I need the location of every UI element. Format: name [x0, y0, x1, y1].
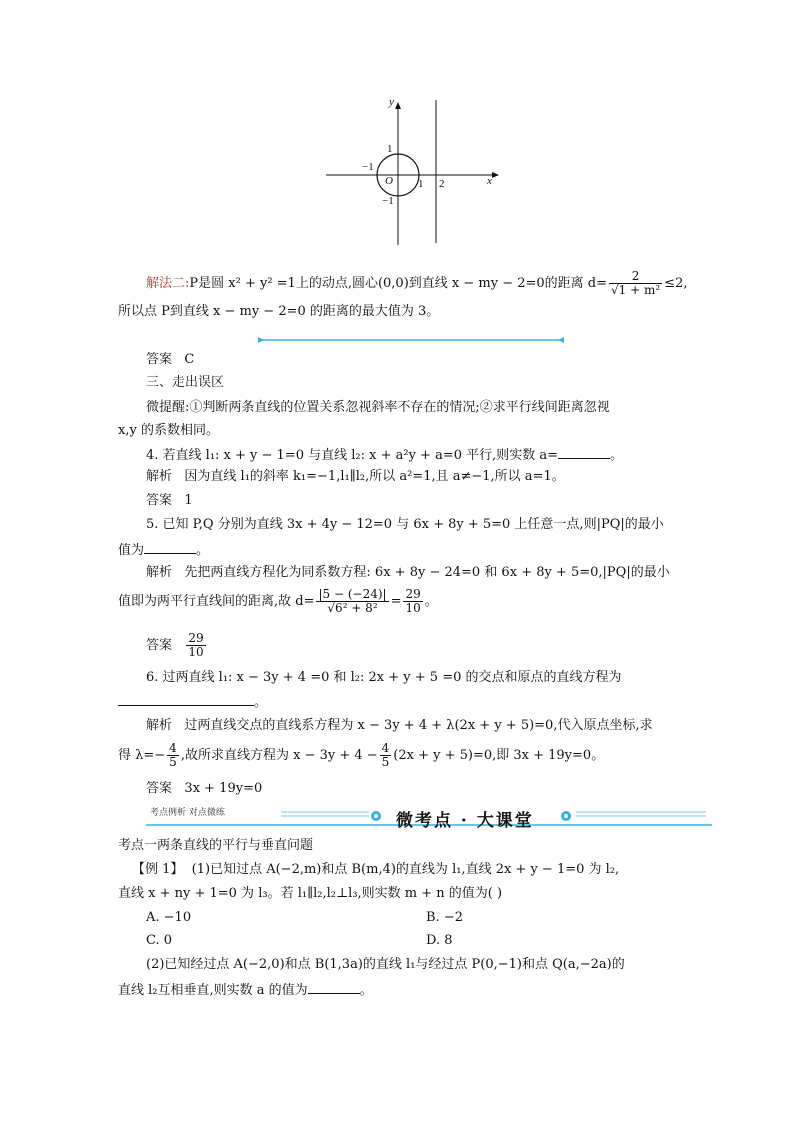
solution2-text-a: P是圆 x² + y² =1上的动点,圆心(0,0)到直线 x − my − 2=0的距离 d= [189, 276, 608, 291]
tip-line2: x,y 的系数相同。 [118, 423, 219, 438]
option-b: B. −2 [426, 910, 463, 925]
example1-line1: 【例 1】 (1)已知过点 A(−2,m)和点 B(m,4)的直线为 l₁,直线 2x + y − 1=0 为 l₂, [132, 862, 620, 877]
solution2-fraction [609, 270, 662, 297]
analysis-label: 解析 [146, 469, 173, 484]
answer-fraction: $\frac{29}{10}$ [188, 631, 204, 659]
q6-answer: 答案 3x + 19y=0 [146, 781, 263, 796]
answer-blank [144, 541, 196, 554]
example-label: 【例 1】 [132, 862, 184, 877]
result-fraction: $\frac{29}{10}$ [405, 587, 421, 615]
answer-label: 答案 [146, 493, 173, 508]
example1-line2: 直线 x + ny + 1=0 为 l₃。若 l₁∥l₂,l₂⊥l₃,则实数 m + n 的值为( ) [118, 886, 503, 901]
option-d: D. 8 [426, 933, 453, 948]
x-axis-label: x [487, 175, 492, 187]
answer3 [146, 352, 194, 368]
tick-neg1-bottom: −1 [382, 195, 394, 207]
q5-question-line1: 5. 已知 P,Q 分别为直线 3x + 4y − 12=0 与 6x + 8y + 5=0 上任意一点,则|PQ|的最小 [146, 517, 664, 532]
q5-analysis-line1: 解析 先把两直线方程化为同系数方程: 6x + 8y − 24=0 和 6x + 8y + 5=0,|PQ|的最小 [146, 565, 670, 580]
q6-question-line2: 。 [118, 693, 267, 711]
tick-2: 2 [439, 178, 445, 190]
solution2-line2: 所以点 P到直线 x − my − 2=0 的距离的最大值为 3。 [118, 304, 440, 319]
tick-1-top: 1 [387, 143, 393, 155]
answer-label: 答案 [146, 638, 173, 653]
tip-line1: 微提醒:①判断两条直线的位置关系忽视斜率不存在的情况;②求平行线间距离忽视 [146, 400, 610, 415]
section3-heading: 三、走出误区 [146, 375, 225, 390]
lambda-fraction: $\frac{4}{5}$ [169, 741, 177, 769]
tick-neg1-left: −1 [362, 161, 374, 173]
solution2-text-b: ≤2, [664, 276, 688, 291]
topic1-heading: 考点一两条直线的平行与垂直问题 [118, 838, 314, 853]
q5-analysis-line2: 值即为两平行直线间的距离,故 d= $\frac{|5 - (-24)|}{\text{√6² + 8²}}$ = $\frac{29}{10}$ 。 [118, 587, 438, 615]
x-axis-arrow [492, 172, 499, 178]
answer-label: 答案 [146, 352, 173, 367]
answer-label: 答案 [146, 781, 173, 796]
section-separator [258, 337, 564, 343]
y-axis-arrow [395, 102, 401, 109]
coef-fraction: $\frac{4}{5}$ [381, 741, 390, 769]
distance-fraction: $\frac{|5 - (-24)|}{\text{√6² + 8²}}$ [318, 587, 387, 615]
solution2-label: 解法二: [146, 276, 190, 291]
example2-line1: (2)已知经过点 A(−2,0)和点 B(1,3a)的直线 l₁与经过点 P(0,−1)和点 Q(a,−2a)的 [146, 957, 625, 972]
tick-1-right: 1 [418, 178, 424, 190]
option-a: A. −10 [146, 910, 192, 925]
q6-analysis-line1: 解析 过两直线交点的直线系方程为 x − 3y + 4 + λ(2x + y + 5)=0,代入原点坐标,求 [146, 718, 653, 733]
banner-title: 微考点 · 大课堂 [396, 811, 534, 831]
q6-question-line1: 6. 过两直线 l₁: x − 3y + 4 =0 和 l₂: 2x + y + 5 =0 的交点和原点的直线方程为 [146, 670, 622, 685]
q5-answer [146, 632, 208, 659]
answer-value: C [184, 352, 195, 367]
q4-analysis: 解析 因为直线 l₁的斜率 k₁=−1,l₁∥l₂,所以 a²=1,且 a≠−1,所以 a=1。 [146, 469, 565, 484]
answer-blank [118, 693, 254, 706]
banner-left-text: 考点例析 对点微练 [150, 808, 225, 818]
coordinate-figure [320, 95, 510, 255]
y-axis-label: y [389, 96, 394, 108]
option-c: C. 0 [146, 933, 173, 948]
analysis-label: 解析 [146, 718, 173, 733]
frac-denominator: √1 + m² [611, 283, 661, 297]
q5-question-line2: 值为 。 [118, 543, 210, 558]
example2-line2: 直线 l₂互相垂直,则实数 a 的值为 。 [118, 983, 373, 998]
q4-question: 4. 若直线 l₁: x + y − 1=0 与直线 l₂: x + a²y + a=0 平行,则实数 a= 。 [146, 448, 624, 463]
q6-analysis-line2: 得 λ=− $\frac{4}{5}$ ,故所求直线方程为 x − 3y + 4 − $\frac{4}{5}$ (2x + y + 5)=0,即 3x + 19y=0。 [118, 741, 605, 769]
answer-blank [308, 981, 360, 994]
solution2-line1 [146, 270, 687, 297]
analysis-label: 解析 [146, 565, 173, 580]
frac-numerator: 2 [609, 270, 662, 284]
q4-answer: 答案 1 [146, 493, 193, 508]
origin-label: O [385, 175, 393, 187]
answer-blank [558, 446, 610, 459]
